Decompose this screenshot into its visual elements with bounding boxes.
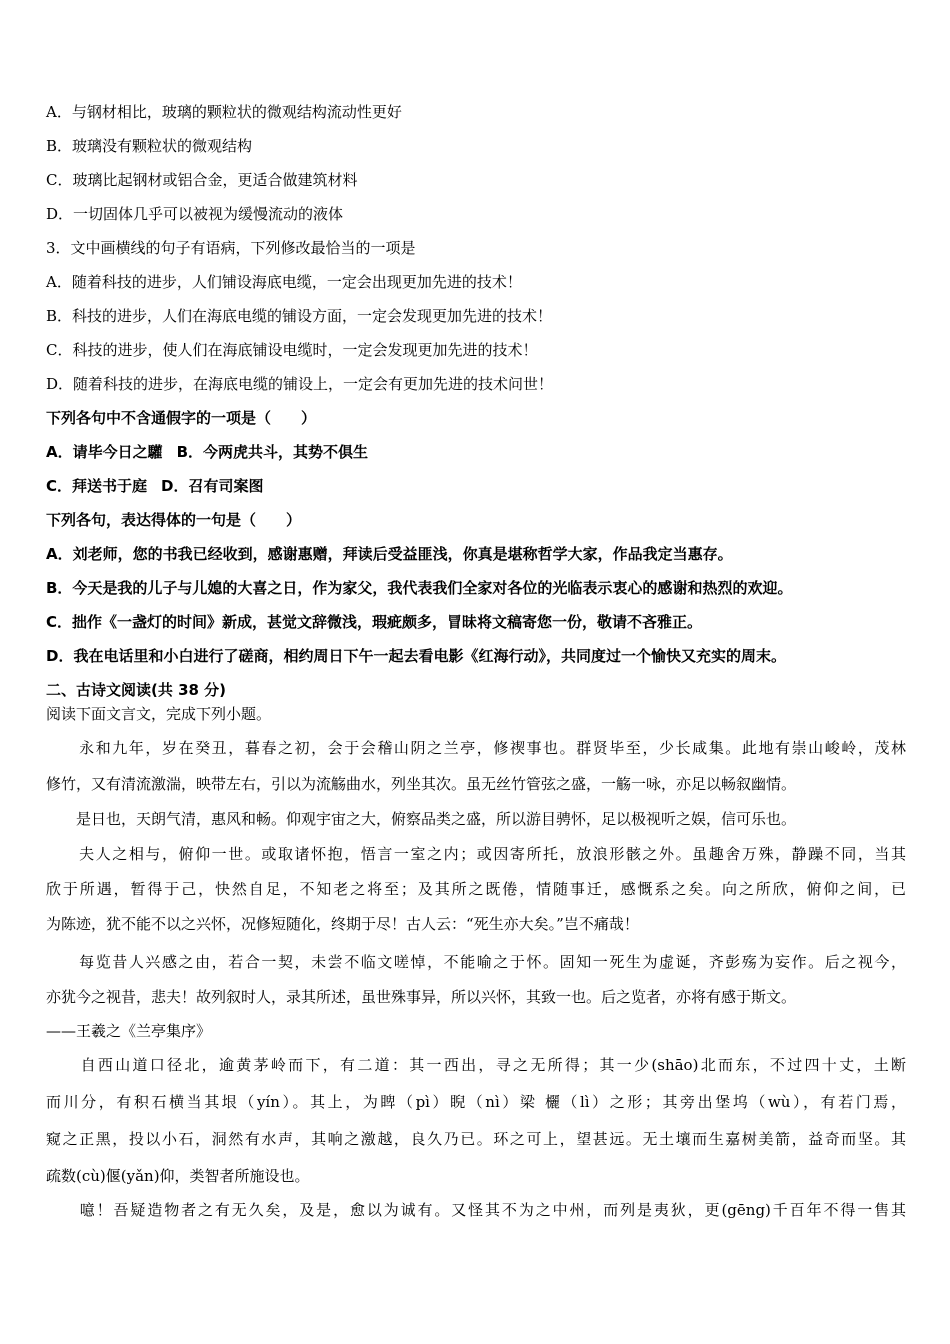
q4-options-row1 xyxy=(46,442,368,462)
q4-option-c: C．拜送书于庭 xyxy=(46,477,148,495)
passage1-line: 夫人之相与，俯仰一世。或取诸怀抱，悟言一室之内；或因寄所托，放浪形骸之外。虽趣舍万殊，静躁不同，当其 xyxy=(46,845,906,863)
q2-option-a: A．与钢材相比，玻璃的颗粒状的微观结构流动性更好 xyxy=(46,103,402,121)
passage2-line: 噫！吾疑造物者之有无久矣，及是，愈以为诚有。又怪其不为之中州，而列是夷狄，更(gēng)千百年不得一售其 xyxy=(46,1201,906,1219)
q3-option-c: C．科技的进步，使人们在海底铺设电缆时，一定会发现更加先进的技术！ xyxy=(46,341,538,359)
q5-option-d: D．我在电话里和小白进行了磋商，相约周日下午一起去看电影《红海行动》，共同度过一个愉快又充实的周末。 xyxy=(46,647,786,665)
q2-option-c: C．玻璃比起钢材或铝合金，更适合做建筑材料 xyxy=(46,171,358,189)
q4-option-d: D．召有司案图 xyxy=(161,477,264,495)
passage1-line: 修竹，又有清流激湍，映带左右，引以为流觞曲水，列坐其次。虽无丝竹管弦之盛，一觞一咏，亦足以畅叙幽情。 xyxy=(46,775,797,793)
q4-stem: 下列各句中不含通假字的一项是（ ） xyxy=(46,409,317,427)
q4-options-row2 xyxy=(46,476,263,496)
q3-option-b: B．科技的进步，人们在海底电缆的铺设方面，一定会发现更加先进的技术！ xyxy=(46,307,553,325)
passage1-line: 永和九年，岁在癸丑，暮春之初，会于会稽山阴之兰亭，修禊事也。群贤毕至，少长咸集。此地有崇山峻岭，茂林 xyxy=(46,739,906,757)
q3-option-d: D．随着科技的进步，在海底电缆的铺设上，一定会有更加先进的技术问世！ xyxy=(46,375,554,393)
q2-option-b: B．玻璃没有颗粒状的微观结构 xyxy=(46,137,253,155)
passage1-line: 是日也，天朗气清，惠风和畅。仰观宇宙之大，俯察品类之盛，所以游目骋怀，足以极视听之娱，信可乐也。 xyxy=(46,810,797,828)
q4-option-b: B．今两虎共斗，其势不俱生 xyxy=(176,443,369,461)
passage2-line: 疏数(cù)偃(yǎn)仰，类智者所施设也。 xyxy=(46,1167,310,1185)
passage1-attribution: ——王羲之《兰亭集序》 xyxy=(46,1022,212,1040)
passage2-line: 窥之正黑，投以小石，洞然有水声，其响之激越，良久乃已。环之可上，望甚远。无土壤而生嘉树美箭，益奇而坚。其 xyxy=(46,1130,906,1148)
q5-option-a: A．刘老师，您的书我已经收到，感谢惠赠，拜读后受益匪浅，你真是堪称哲学大家，作品我定当惠存。 xyxy=(46,545,733,563)
q3-option-a: A．随着科技的进步，人们铺设海底电缆，一定会出现更加先进的技术！ xyxy=(46,273,522,291)
passage2-line: 自西山道口径北，逾黄茅岭而下，有二道：其一西出，寻之无所得；其一少(shāo)北而东，不过四十丈，土断 xyxy=(46,1056,906,1074)
q3-stem: 3．文中画横线的句子有语病，下列修改最恰当的一项是 xyxy=(46,239,416,257)
section-instruction: 阅读下面文言文，完成下列小题。 xyxy=(46,705,272,723)
section-heading: 二、古诗文阅读(共 38 分) xyxy=(46,681,227,699)
passage2-line: 而川分，有积石横当其垠（yín）。其上，为睥（pì）睨（nì）梁 欐（lì）之形；其旁出堡坞（wù），有若门焉， xyxy=(46,1093,906,1111)
q4-option-a: A．请毕今日之驩 xyxy=(46,443,163,461)
q5-option-b: B．今天是我的儿子与儿媳的大喜之日，作为家父，我代表我们全家对各位的光临表示衷心的感谢和热烈的欢迎。 xyxy=(46,579,793,597)
passage1-line: 每览昔人兴感之由，若合一契，未尝不临文嗟悼，不能喻之于怀。固知一死生为虚诞，齐彭殇为妄作。后之视今， xyxy=(46,953,906,971)
q5-stem: 下列各句，表达得体的一句是（ ） xyxy=(46,511,302,529)
passage1-line: 为陈迹，犹不能不以之兴怀，况修短随化，终期于尽！古人云：“死生亦大矣。”岂不痛哉！ xyxy=(46,915,639,933)
q2-option-d: D．一切固体几乎可以被视为缓慢流动的液体 xyxy=(46,205,344,223)
passage1-line: 欣于所遇，暂得于己，快然自足，不知老之将至；及其所之既倦，情随事迁，感慨系之矣。向之所欣，俯仰之间，已 xyxy=(46,880,906,898)
passage1-line: 亦犹今之视昔，悲夫！故列叙时人，录其所述，虽世殊事异，所以兴怀，其致一也。后之览者，亦将有感于斯文。 xyxy=(46,988,797,1006)
q5-option-c: C．拙作《一盏灯的时间》新成，甚觉文辞微浅，瑕疵颇多，冒昧将文稿寄您一份，敬请不吝雅正。 xyxy=(46,613,703,631)
